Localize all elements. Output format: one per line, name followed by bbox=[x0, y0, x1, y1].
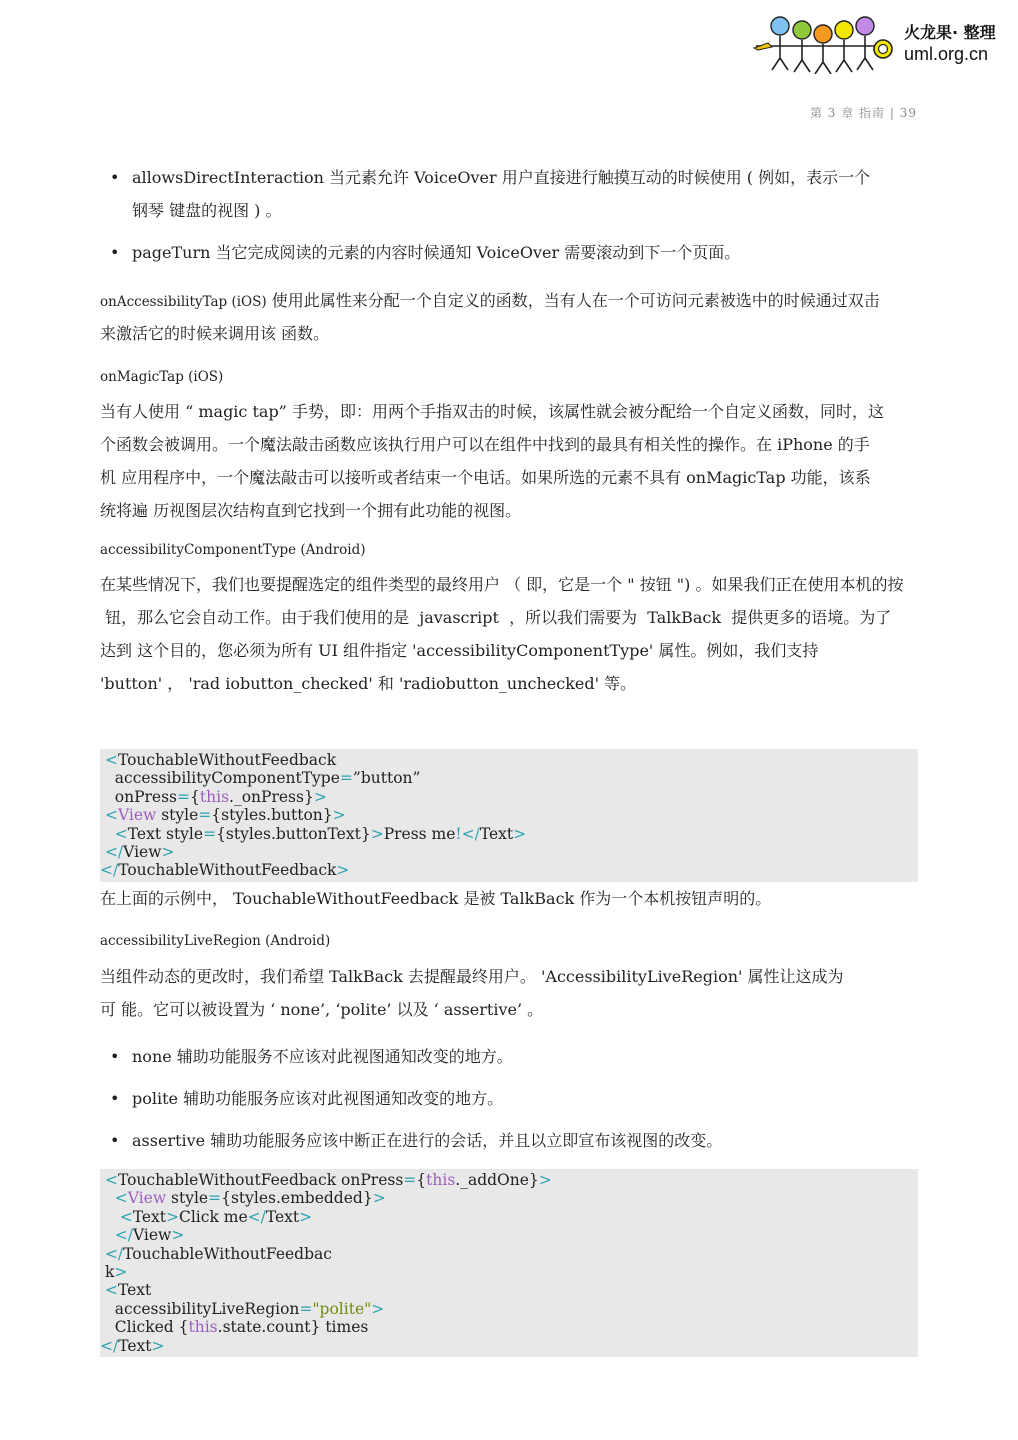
page-header-label: 第 3 章 指南 | 39 bbox=[809, 106, 917, 120]
code-line: </View> bbox=[114, 1226, 185, 1245]
bullet-icon: • bbox=[110, 1131, 120, 1150]
list-item-text: 钢琴 键盘的视图 ) 。 bbox=[132, 201, 282, 220]
paragraph-line: 个函数会被调用。一个魔法敲击函数应该执行用户可以在组件中找到的最具有相关性的操作。在 iPhone 的手 bbox=[100, 435, 870, 454]
list-item bbox=[110, 1082, 910, 1115]
paragraph-line: 统将遍 历视图层次结构直到它找到一个拥有此功能的视图。 bbox=[100, 501, 522, 520]
code-line: onPress={this._onPress}> bbox=[114, 787, 327, 806]
paragraph-line: 可 能。它可以被设置为 ‘ none’, ‘polite’ 以及 ‘ assertive’ 。 bbox=[100, 1000, 544, 1019]
code-line: </TouchableWithoutFeedbac bbox=[104, 1244, 332, 1263]
bullet-icon: • bbox=[110, 1047, 120, 1066]
section-heading-liveregion: accessibilityLiveRegion (Android) bbox=[100, 933, 331, 949]
list-item-text: allowsDirectInteraction 当元素允许 VoiceOver 用户直接进行触摸互动的时候使用 ( 例如，表示一个 bbox=[132, 168, 871, 187]
paragraph-onaccessibilitytap bbox=[100, 284, 915, 319]
brand-name: 火龙果· 整理 bbox=[904, 23, 996, 42]
paragraph-line: 当组件动态的更改时，我们希望 TalkBack 去提醒最终用户。 'AccessibilityLiveRegion' 属性让这成为 bbox=[100, 967, 844, 986]
paragraph-componenttype bbox=[100, 568, 915, 700]
code-block bbox=[100, 1169, 918, 1357]
code-line: </View> bbox=[104, 842, 175, 861]
section-heading-onmagictap: onMagicTap (iOS) bbox=[100, 369, 224, 385]
list-item bbox=[110, 236, 910, 269]
list-item bbox=[110, 1040, 910, 1073]
list-item bbox=[110, 161, 910, 227]
list-item-text: assertive 辅助功能服务应该中断正在进行的会话，并且以立即宣布该视图的改变。 bbox=[132, 1131, 723, 1150]
paragraph-text: 来激活它的时候来调用该 函数。 bbox=[100, 324, 330, 343]
paragraph-line: 当有人使用 “ magic tap” 手势，即：用两个手指双击的时候，该属性就会被分配给一个自定义函数，同时，这 bbox=[100, 402, 884, 421]
bullet-icon: • bbox=[110, 1089, 120, 1108]
code-line: <TouchableWithoutFeedback onPress={this._addOne}> bbox=[104, 1171, 552, 1189]
code-line: k> bbox=[104, 1262, 128, 1281]
paragraph-line: 在某些情况下，我们也要提醒选定的组件类型的最终用户 （ 即，它是一个 " 按钮 ") 。如果我们正在使用本机的按 bbox=[100, 575, 904, 594]
list-item-text: pageTurn 当它完成阅读的元素的内容时候通知 VoiceOver 需要滚动到下一个页面。 bbox=[132, 243, 741, 262]
logo-icon bbox=[750, 12, 895, 74]
code-block bbox=[100, 749, 918, 882]
list-item-text: polite 辅助功能服务应该对此视图通知改变的地方。 bbox=[132, 1089, 504, 1108]
property-name: onAccessibilityTap (iOS) bbox=[100, 294, 267, 310]
code-line: <Text style={styles.buttonText}>Press me!</Text> bbox=[114, 824, 527, 843]
code-line: accessibilityLiveRegion="polite"> bbox=[114, 1299, 385, 1318]
code-line: <Text bbox=[104, 1281, 152, 1300]
paragraph-line: 达到 这个目的，您必须为所有 UI 组件指定 'accessibilityComponentType' 属性。例如，我们支持 bbox=[100, 641, 819, 660]
code-line: </Text> bbox=[100, 1336, 165, 1355]
brand-site: uml.org.cn bbox=[904, 44, 989, 64]
code-line: <View style={styles.embedded}> bbox=[114, 1189, 386, 1208]
code-line: accessibilityComponentType=”button” bbox=[114, 769, 421, 788]
paragraph-line: 机 应用程序中，一个魔法敲击可以接听或者结束一个电话。如果所选的元素不具有 onMagicTap 功能，该系 bbox=[100, 468, 871, 487]
paragraph-magictap bbox=[100, 395, 915, 527]
section-heading-componenttype: accessibilityComponentType (Android) bbox=[100, 542, 366, 558]
bullet-icon: • bbox=[110, 243, 120, 262]
code-line: <Text>Click me</Text> bbox=[114, 1207, 313, 1226]
code-line: </TouchableWithoutFeedback> bbox=[100, 861, 350, 880]
paragraph-text: 使用此属性来分配一个自定义的函数，当有人在一个可访问元素被选中的时候通过双击 bbox=[266, 291, 880, 310]
code-line: <TouchableWithoutFeedback bbox=[104, 751, 337, 769]
paragraph-line: 'button' ， 'rad iobutton_checked' 和 'radiobutton_unchecked' 等。 bbox=[100, 674, 637, 693]
code-line: <View style={styles.button}> bbox=[104, 806, 346, 825]
bullet-icon: • bbox=[110, 168, 120, 187]
paragraph-line: 钮，那么它会自动工作。由于我们使用的是 javascript ，所以我们需要为 TalkBack 提供更多的语境。为了 bbox=[100, 608, 892, 627]
paragraph-after-code: 在上面的示例中， TouchableWithoutFeedback 是被 TalkBack 作为一个本机按钮声明的。 bbox=[100, 889, 772, 908]
paragraph-liveregion bbox=[100, 960, 915, 1026]
list-item-text: none 辅助功能服务不应该对此视图通知改变的地方。 bbox=[132, 1047, 513, 1066]
list-item bbox=[110, 1124, 910, 1157]
code-line: Clicked {this.state.count} times bbox=[114, 1318, 369, 1337]
